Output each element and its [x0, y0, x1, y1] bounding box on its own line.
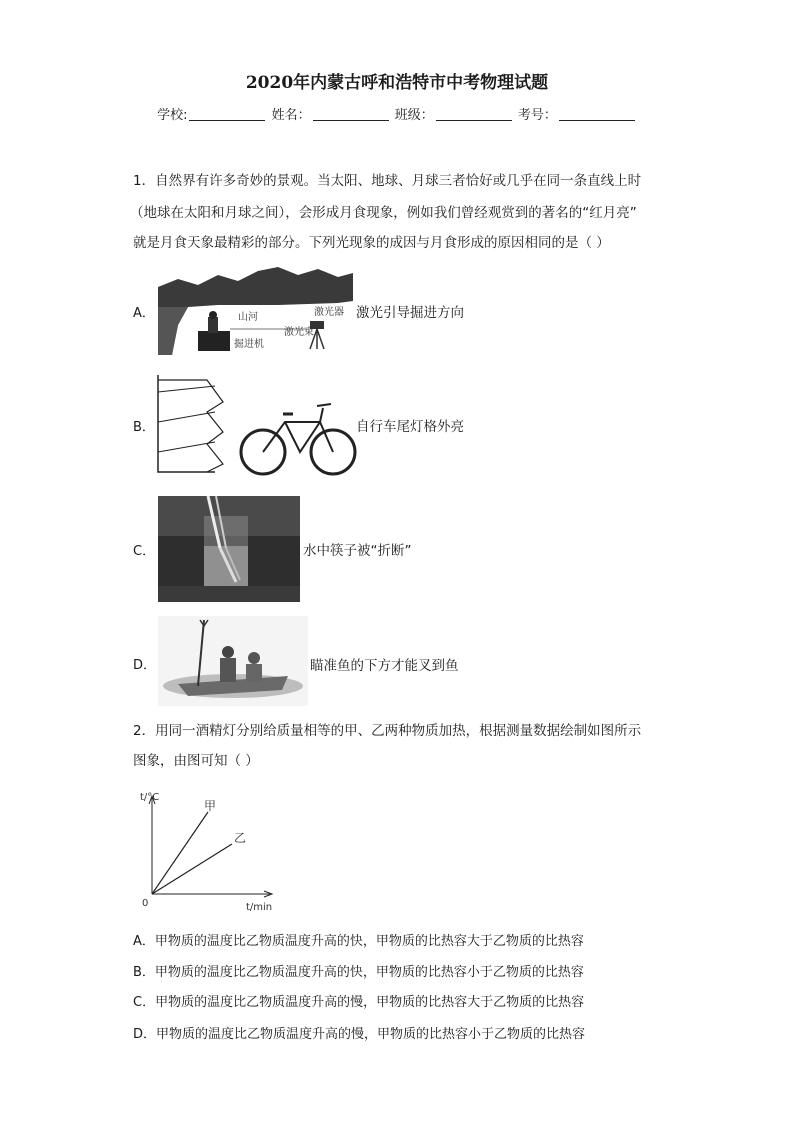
laser-tunnel-image — [158, 265, 353, 355]
question-1-line-3: 就是月食天象最精彩的部分。下列光现象的成因与月食形成的原因相同的是（ ） — [133, 235, 610, 251]
school-label: 学校: — [157, 108, 188, 123]
question-1-line-1: 1．自然界有许多奇妙的景观。当太阳、地球、月球三者恰好或几乎在同一条直线上时 — [133, 173, 642, 189]
page-title: 2020年内蒙古呼和浩特市中考物理试题 — [245, 73, 549, 93]
question-2-line-2: 图象，由图可知（ ） — [133, 753, 259, 769]
tunnel-machine-label: 掘进机 — [234, 339, 264, 350]
series-a-line — [152, 812, 208, 894]
exam-number-label: 考号： — [517, 108, 557, 123]
series-b-line — [152, 844, 232, 894]
name-label: 姓名： — [271, 108, 311, 123]
origin-label: 0 — [142, 898, 149, 909]
school-blank — [189, 108, 265, 121]
option-d-caption: 瞄准鱼的下方才能叉到鱼 — [310, 658, 459, 674]
option-c-caption: 水中筷子被“折断” — [303, 543, 412, 559]
series-a-label: 甲 — [204, 799, 217, 813]
laser-beam-label: 激光束 — [284, 327, 314, 338]
choice-d: D．甲物质的温度比乙物质温度升高的慢，甲物质的比热容小于乙物质的比热容 — [133, 1027, 586, 1042]
class-blank — [436, 108, 512, 121]
student-info-line — [0, 104, 794, 123]
option-a-letter: A． — [133, 306, 155, 321]
chopsticks-in-water-image — [158, 496, 300, 602]
choice-b: B．甲物质的温度比乙物质温度升高的快，甲物质的比热容小于乙物质的比热容 — [133, 965, 584, 980]
laser-device-label: 激光器 — [314, 307, 344, 318]
fish-spearing-image — [158, 616, 308, 706]
exam-number-blank — [559, 108, 635, 121]
option-c-letter: C． — [133, 544, 156, 559]
question-1-line-2: （地球在太阳和月球之间），会形成月食现象，例如我们曾经观赏到的著名的“红月亮” — [130, 205, 637, 221]
class-label: 班级： — [394, 108, 434, 123]
option-a-caption: 激光引导掘进方向 — [356, 305, 464, 321]
name-blank — [313, 108, 389, 121]
choice-c: C．甲物质的温度比乙物质温度升高的慢，甲物质的比热容大于乙物质的比热容 — [133, 995, 585, 1010]
question-2-line-1: 2．用同一酒精灯分别给质量相等的甲、乙两种物质加热，根据测量数据绘制如图所示 — [133, 723, 642, 739]
series-b-label: 乙 — [234, 831, 247, 845]
choice-a: A．甲物质的温度比乙物质温度升高的快，甲物质的比热容大于乙物质的比热容 — [133, 934, 584, 949]
x-axis-label: t/min — [246, 902, 273, 913]
option-b-letter: B． — [133, 420, 155, 435]
river-label: 山河 — [238, 312, 258, 323]
option-b-caption: 自行车尾灯格外亮 — [356, 419, 464, 435]
temperature-time-graph — [130, 788, 280, 916]
bicycle-reflector-image — [155, 372, 360, 478]
option-d-letter: D． — [133, 658, 157, 673]
y-axis-label: t/°C — [140, 792, 160, 803]
